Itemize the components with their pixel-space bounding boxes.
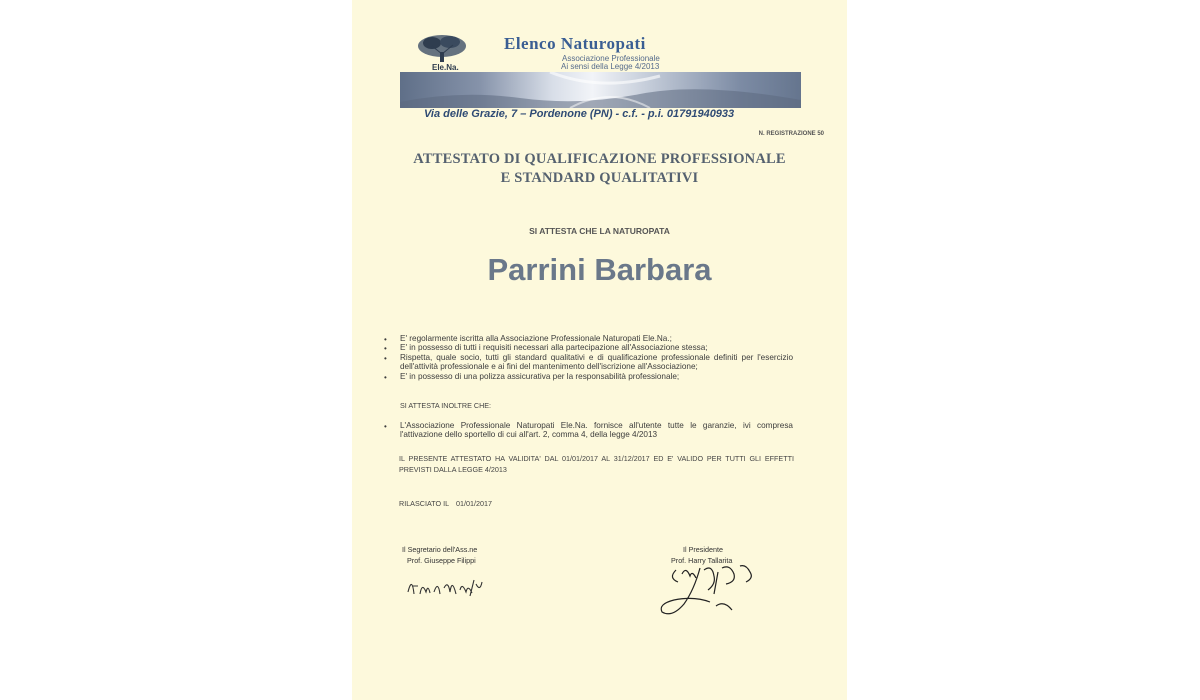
guarantees-list — [379, 421, 793, 440]
tree-icon — [412, 32, 477, 72]
requirements-list — [379, 334, 793, 381]
person-name: Parrini Barbara — [487, 252, 712, 287]
header-banner — [400, 72, 801, 108]
secretary-role: Il Segretario dell'Ass.ne — [402, 545, 478, 554]
list-item: • E' in possesso di tutti i requisiti necessari alla partecipazione all'Associazione stessa; — [379, 343, 793, 352]
list-item: • E' in possesso di una polizza assicurativa per la responsabilità professionale; — [379, 372, 793, 381]
certificate-paper — [352, 0, 847, 700]
validity-text: IL PRESENTE ATTESTATO HA VALIDITA' DAL 01/01/2017 AL 31/12/2017 ED E' VALIDO PER TUTTI GLI EFFETTI PREVISTI DALLA LEGGE 4/2013 — [399, 454, 794, 474]
org-subtitle-1: Associazione Professionale — [562, 54, 660, 63]
logo-caption: Ele.Na. — [432, 63, 459, 72]
further-label: SI ATTESTA INOLTRE CHE: — [400, 401, 492, 410]
intro-text: SI ATTESTA CHE LA NATUROPATA — [529, 226, 670, 236]
secretary-signature — [404, 572, 486, 602]
tree-logo — [412, 32, 477, 72]
president-signature — [654, 560, 764, 622]
title-line-2: E STANDARD QUALITATIVI — [500, 170, 699, 186]
org-name: Elenco Naturopati — [504, 34, 646, 53]
title-line-1: ATTESTATO DI QUALIFICAZIONE PROFESSIONALE — [413, 151, 786, 167]
president-role: Il Presidente — [683, 545, 723, 554]
secretary-name: Prof. Giuseppe Filippi — [407, 556, 476, 565]
issued-label: RILASCIATO IL — [399, 499, 450, 508]
issued-date: 01/01/2017 — [456, 499, 492, 508]
list-item: • L'Associazione Professionale Naturopati Ele.Na. fornisce all'utente tutte le garanzie, ivi compresa l'attivazione dello sportello di cui all'art. 2, comma 4, della legge 4/2013 — [379, 421, 793, 440]
signature-icon — [654, 560, 764, 622]
banner-graphic — [400, 72, 801, 108]
signature-icon — [404, 572, 486, 602]
address: Via delle Grazie, 7 – Pordenone (PN) - c.f. - p.i. 01791940933 — [424, 108, 735, 120]
list-item: • E' regolarmente iscritta alla Associazione Professionale Naturopati Ele.Na.; — [379, 334, 793, 343]
registration-number: N. REGISTRAZIONE 50 — [758, 131, 824, 137]
list-item: • Rispetta, quale socio, tutti gli standard qualitativi e di qualificazione professionale definiti per l'esercizio dell'attività professionale e ai fini del mantenimento dell'iscrizione all'Associazione; — [379, 353, 793, 372]
president-name: Prof. Harry Tallarita — [671, 556, 733, 565]
org-subtitle-2: Ai sensi della Legge 4/2013 — [561, 62, 660, 71]
